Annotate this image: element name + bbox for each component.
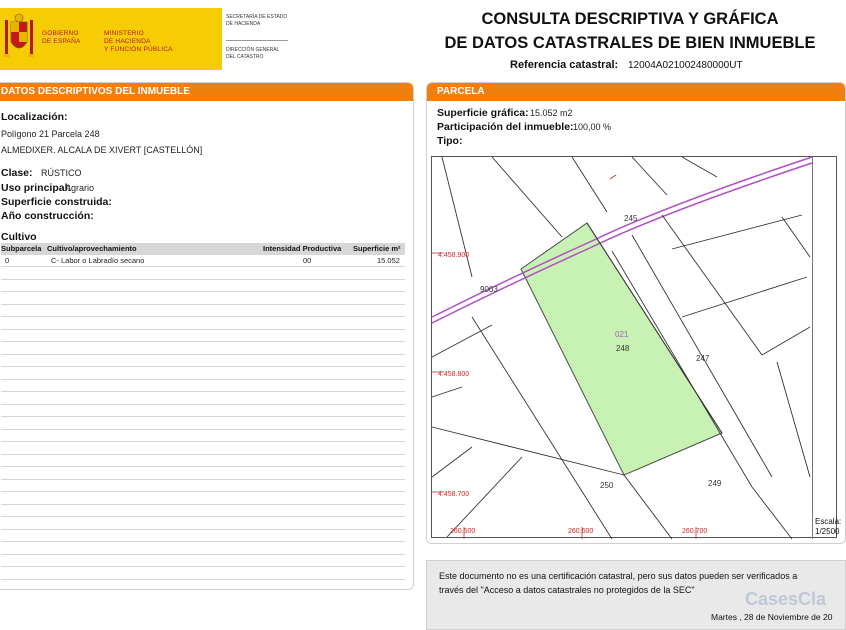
uso-principal-value: Agrario xyxy=(65,183,95,193)
table-row-line xyxy=(1,429,405,430)
secretaria-line-2: DE HACIENDA xyxy=(226,21,261,27)
x-coord-260700: 260.700 xyxy=(682,528,708,535)
map-legend-divider xyxy=(812,157,813,539)
verification-notice xyxy=(426,560,846,630)
superficie-construida-label: Superficie construida: xyxy=(1,196,112,208)
secretaria-divider xyxy=(226,40,288,41)
ministry-line-3: Y FUNCIÓN PÚBLICA xyxy=(104,46,173,53)
table-row-line xyxy=(1,329,405,330)
table-row-line xyxy=(1,479,405,480)
table-row-line xyxy=(1,416,405,417)
participacion-value: 100,00 % xyxy=(573,122,612,132)
tipo-label: Tipo: xyxy=(437,135,463,147)
document-title-line-1: CONSULTA DESCRIPTIVA Y GRÁFICA xyxy=(481,10,779,28)
x-coord-260500: 260.500 xyxy=(450,528,476,535)
cell-intensidad: 00 xyxy=(303,256,312,265)
participacion-label: Participación del inmueble: xyxy=(437,121,574,133)
parcel-label-250: 250 xyxy=(600,481,614,490)
document-date: Martes , 28 de Noviembre de 20 xyxy=(711,612,833,622)
y-coord-4458800: 4.458.800 xyxy=(438,371,470,378)
scale-value: 1/2500 xyxy=(815,527,840,536)
table-row-line xyxy=(1,491,405,492)
parcel-label-021: 021 xyxy=(615,330,629,339)
parcel-label-9003: 9003 xyxy=(480,285,498,294)
superficie-grafica-value: 15.052 m2 xyxy=(530,108,573,118)
document-title-line-2: DE DATOS CATASTRALES DE BIEN INMUEBLE xyxy=(444,34,816,52)
notice-line-1: Este documento no es una certificación catastral, pero sus datos pueden ser verificados a xyxy=(439,571,798,581)
gov-name-line-1: GOBIERNO xyxy=(42,30,79,37)
col-cultivo: Cultivo/aprovechamiento xyxy=(47,244,137,253)
ministry-line-2: DE HACIENDA xyxy=(104,38,151,45)
datos-descriptivos-tab xyxy=(0,83,413,101)
y-coord-4458700: 4.458.700 xyxy=(438,491,470,498)
cadastral-map xyxy=(431,156,842,538)
anio-construccion-label: Año construcción: xyxy=(1,210,94,222)
ministry-line-1: MINISTERIO xyxy=(104,30,144,37)
clase-value: RÚSTICO xyxy=(41,168,82,178)
direccion-line-2: DEL CATASTRO xyxy=(226,54,264,60)
table-row-line xyxy=(1,291,405,292)
superficie-grafica-label: Superficie gráfica: xyxy=(437,107,529,119)
table-row-line xyxy=(1,391,405,392)
table-row-line xyxy=(1,554,405,555)
col-superficie: Superficie m² xyxy=(353,244,401,253)
parcel-label-249: 249 xyxy=(708,479,722,488)
scale-label: Escala: xyxy=(815,517,842,526)
direccion-line-1: DIRECCIÓN GENERAL xyxy=(226,47,280,53)
cell-cultivo: C- Labor o Labradío secano xyxy=(51,256,145,265)
secretaria-line-1: SECRETARÍA DE ESTADO xyxy=(226,14,288,20)
cell-superficie: 15.052 xyxy=(377,256,400,265)
ref-catastral-value: 12004A021002480000UT xyxy=(628,60,743,71)
table-row-line xyxy=(1,541,405,542)
table-row-line xyxy=(1,566,405,567)
cultivo-title: Cultivo xyxy=(1,231,37,243)
cultivo-table-header xyxy=(1,243,405,255)
parcel-label-248: 248 xyxy=(616,344,630,353)
document-header xyxy=(0,0,840,78)
table-row-line xyxy=(1,304,405,305)
table-row-line xyxy=(1,516,405,517)
table-row-line xyxy=(1,579,405,580)
table-row-line xyxy=(1,454,405,455)
datos-descriptivos-title: DATOS DESCRIPTIVOS DEL INMUEBLE xyxy=(1,86,190,97)
cadastral-map-drawing xyxy=(432,157,812,539)
cell-subparcela: 0 xyxy=(5,256,10,265)
table-row-line xyxy=(1,354,405,355)
table-row-line xyxy=(1,441,405,442)
parcela-panel xyxy=(426,82,846,544)
notice-line-2: través del "Acceso a datos catastrales no protegidos de la SEC" xyxy=(439,585,695,595)
gov-name-line-2: DE ESPAÑA xyxy=(42,38,81,45)
table-row-line xyxy=(1,379,405,380)
y-coord-4458900: 4.458.900 xyxy=(438,252,470,259)
table-row-line xyxy=(1,404,405,405)
table-row-line xyxy=(1,466,405,467)
datos-descriptivos-panel xyxy=(0,82,414,590)
parcela-title: PARCELA xyxy=(437,86,485,97)
coat-of-arms-icon xyxy=(2,12,36,64)
table-row-line xyxy=(1,341,405,342)
col-intensidad: Intensidad Productiva xyxy=(263,244,342,253)
uso-principal-label: Uso principal: xyxy=(1,182,72,194)
table-row-line xyxy=(1,279,405,280)
table-row-line xyxy=(1,366,405,367)
x-coord-260600: 260.600 xyxy=(568,528,594,535)
table-row-line xyxy=(1,316,405,317)
localizacion-label: Localización: xyxy=(1,111,68,123)
localizacion-line-2: ALMEDIXER. ALCALA DE XIVERT [CASTELLÓN] xyxy=(1,145,203,155)
parcela-tab xyxy=(427,83,845,101)
table-row-line xyxy=(1,529,405,530)
parcel-label-247: 247 xyxy=(696,354,710,363)
ref-catastral-label: Referencia catastral: xyxy=(510,59,619,71)
gobierno-espana-logo xyxy=(0,8,222,70)
table-row-line xyxy=(1,504,405,505)
watermark-logo: CasesCla xyxy=(745,589,827,609)
clase-label: Clase: xyxy=(1,167,33,179)
col-subparcela: Subparcela xyxy=(1,244,42,253)
localizacion-line-1: Polígono 21 Parcela 248 xyxy=(1,129,100,139)
parcel-label-245: 245 xyxy=(624,214,638,223)
table-row-line xyxy=(1,266,405,267)
